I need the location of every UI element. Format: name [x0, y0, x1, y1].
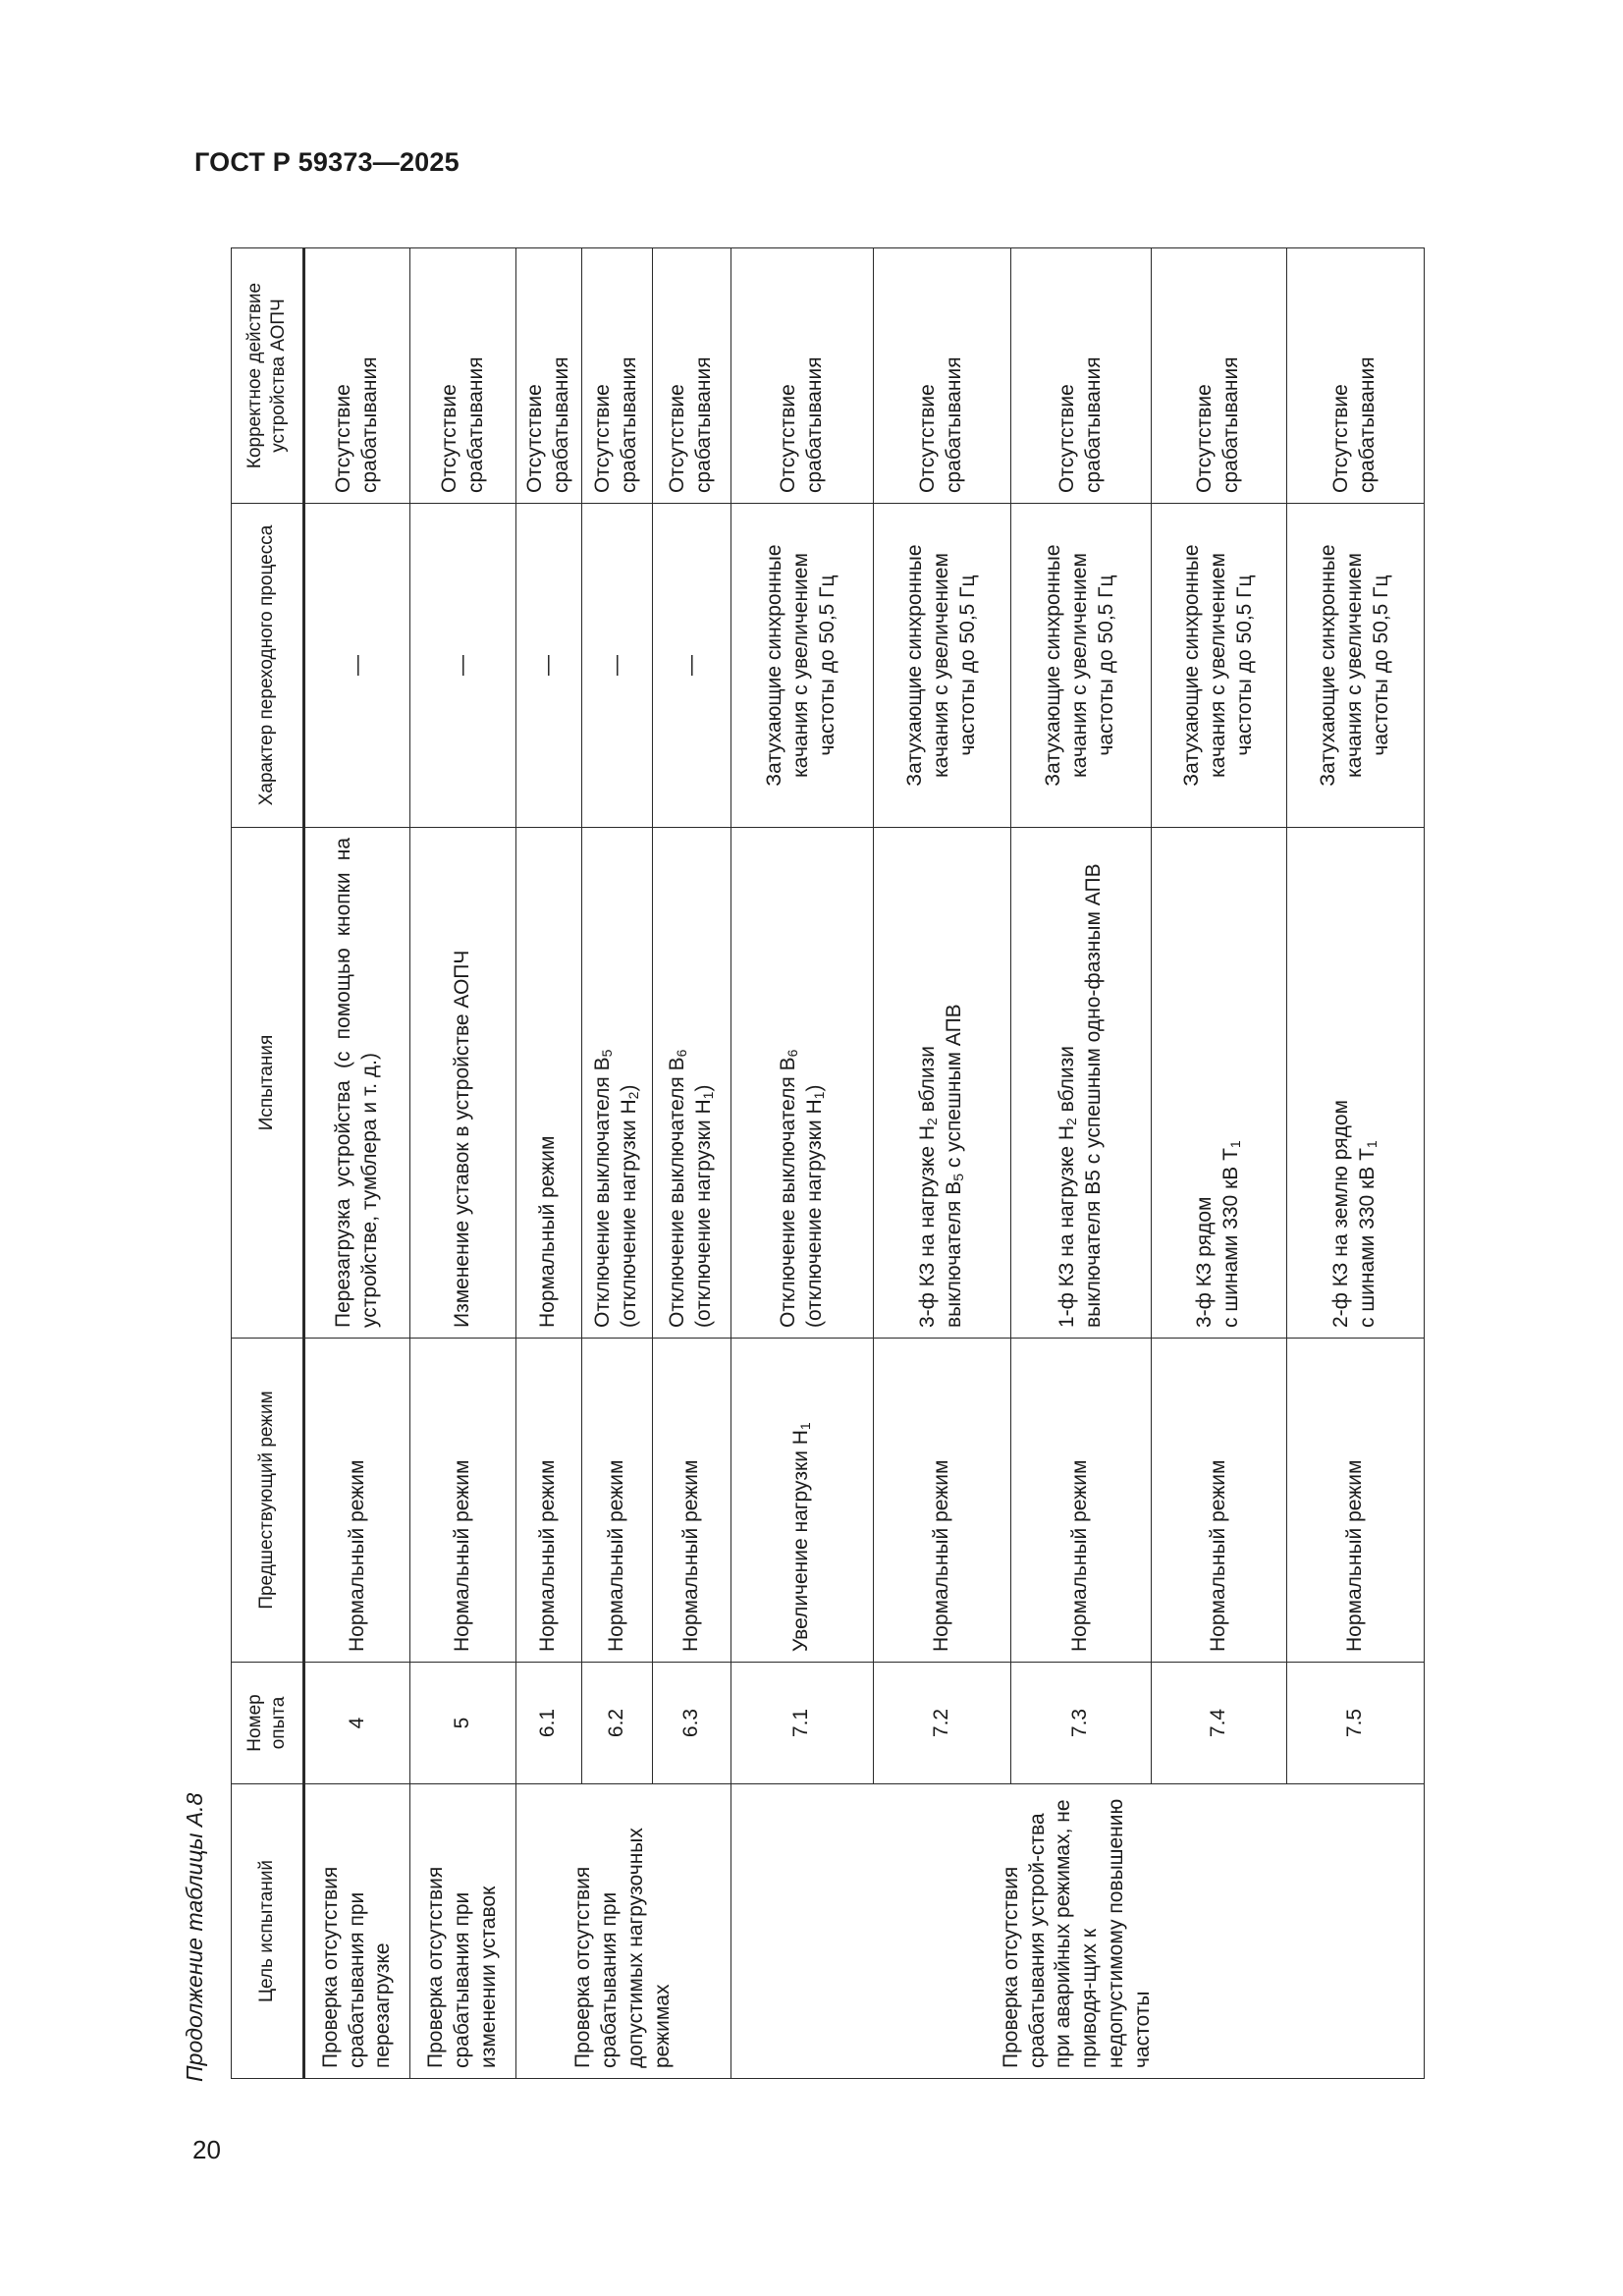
test-text: выключателя В5 с успешным одно-фазным АПВ: [1081, 863, 1105, 1328]
action-cell: Отсутствие срабатывания: [730, 248, 873, 504]
test-subscript: 2: [625, 1091, 642, 1100]
goal-cell: Проверка отсутствия срабатывания при перезагрузке: [304, 1784, 410, 2079]
goal-cell: Проверка отсутствия срабатывания устрой-ства при аварийных режимах, не приводя-щих к недопустимому повышению частоты: [730, 1784, 1424, 2079]
prev-mode-cell: Нормальный режим: [1010, 1339, 1151, 1663]
test-text: Отключение выключателя В: [776, 1057, 799, 1328]
test-text: вблизи: [1055, 1045, 1078, 1119]
test-text: с шинами 330 кВ Т: [1219, 1148, 1243, 1328]
test-cell: [1286, 828, 1424, 1339]
test-text: 2-ф КЗ на землю рядом: [1329, 1100, 1353, 1328]
transient-cell: Затухающие синхронные качания с увеличением частоты до 50,5 Гц: [1286, 504, 1424, 828]
action-cell: Отсутствие срабатывания: [581, 248, 652, 504]
transient-cell: Затухающие синхронные качания с увеличением частоты до 50,5 Гц: [873, 504, 1010, 828]
test-subscript: 5: [950, 1173, 967, 1181]
test-subscript: 2: [1062, 1118, 1079, 1125]
rotated-table-area: [182, 246, 1392, 2082]
prev-mode-subscript: 1: [797, 1422, 814, 1431]
col-header-prev-mode: Предшествующий режим: [232, 1339, 304, 1663]
table-row: [304, 248, 410, 2079]
action-cell: Отсутствие срабатывания: [516, 248, 582, 504]
table-header-row: [232, 248, 304, 2079]
row-number: 7.3: [1010, 1663, 1151, 1784]
test-subscript: 5: [599, 1049, 616, 1058]
test-text: (отключение нагрузки Н: [692, 1099, 716, 1328]
goal-cell: Проверка отсутствия срабатывания при допустимых нагрузочных режимах: [516, 1784, 731, 2079]
row-number: 6.2: [581, 1663, 652, 1784]
action-cell: Отсутствие срабатывания: [1010, 248, 1151, 504]
table-row: [516, 248, 582, 2079]
action-cell: Отсутствие срабатывания: [304, 248, 410, 504]
test-cell: [1010, 828, 1151, 1339]
test-text: ): [692, 1084, 716, 1092]
test-subscript: 2: [924, 1118, 941, 1125]
test-text: ): [618, 1084, 641, 1092]
row-number: 7.4: [1151, 1663, 1286, 1784]
row-number: 5: [410, 1663, 516, 1784]
transient-cell: —: [304, 504, 410, 828]
action-cell: Отсутствие срабатывания: [410, 248, 516, 504]
test-text: (отключение нагрузки Н: [802, 1099, 826, 1328]
row-number: 7.5: [1286, 1663, 1424, 1784]
table-row: [410, 248, 516, 2079]
prev-mode-cell: [730, 1339, 873, 1663]
action-cell: Отсутствие срабатывания: [1286, 248, 1424, 504]
prev-mode-cell: Нормальный режим: [516, 1339, 582, 1663]
transient-cell: —: [581, 504, 652, 828]
prev-mode-cell: Нормальный режим: [304, 1339, 410, 1663]
col-header-number: Номер опыта: [232, 1663, 304, 1784]
test-text: выключателя В: [943, 1180, 966, 1328]
transient-cell: Затухающие синхронные качания с увеличением частоты до 50,5 Гц: [1010, 504, 1151, 828]
test-table: [231, 247, 1425, 2079]
transient-cell: Затухающие синхронные качания с увеличением частоты до 50,5 Гц: [1151, 504, 1286, 828]
test-cell: Нормальный режим: [516, 828, 582, 1339]
row-number: 4: [304, 1663, 410, 1784]
test-text: 1-ф КЗ на нагрузке Н: [1055, 1124, 1078, 1328]
goal-cell: Проверка отсутствия срабатывания при изменении уставок: [410, 1784, 516, 2079]
row-number: 6.3: [652, 1663, 730, 1784]
standard-header: ГОСТ Р 59373—2025: [194, 147, 460, 177]
test-cell: Перезагрузка устройства (с помощью кнопки на устройстве, тумблера и т. д.): [304, 828, 410, 1339]
test-text: с шинами 330 кВ Т: [1356, 1148, 1380, 1328]
col-header-tests: Испытания: [232, 828, 304, 1339]
test-text: Отключение выключателя В: [666, 1057, 689, 1328]
test-subscript: 1: [700, 1091, 717, 1100]
test-text: вблизи: [916, 1045, 940, 1119]
transient-cell: Затухающие синхронные качания с увеличением частоты до 50,5 Гц: [730, 504, 873, 828]
test-text: (отключение нагрузки Н: [618, 1099, 641, 1328]
test-cell: [1151, 828, 1286, 1339]
transient-cell: —: [516, 504, 582, 828]
prev-mode-cell: Нормальный режим: [652, 1339, 730, 1663]
row-number: 6.1: [516, 1663, 582, 1784]
test-cell: [652, 828, 730, 1339]
prev-mode-cell: Нормальный режим: [1151, 1339, 1286, 1663]
prev-mode-cell: Нормальный режим: [873, 1339, 1010, 1663]
action-cell: Отсутствие срабатывания: [873, 248, 1010, 504]
row-number: 7.1: [730, 1663, 873, 1784]
test-cell: [581, 828, 652, 1339]
test-subscript: 1: [1227, 1140, 1244, 1149]
transient-cell: —: [410, 504, 516, 828]
transient-cell: —: [652, 504, 730, 828]
col-header-action: Корректное действие устройства АОПЧ: [232, 248, 304, 504]
prev-mode-cell: Нормальный режим: [1286, 1339, 1424, 1663]
test-subscript: 6: [784, 1049, 800, 1058]
test-subscript: 1: [1364, 1140, 1380, 1149]
table-caption: Продолжение таблицы А.8: [182, 1792, 207, 2082]
test-cell: [730, 828, 873, 1339]
action-cell: Отсутствие срабатывания: [1151, 248, 1286, 504]
test-text: ): [802, 1084, 826, 1092]
prev-mode-cell: Нормальный режим: [581, 1339, 652, 1663]
prev-mode-text: Увеличение нагрузки Н: [789, 1430, 813, 1652]
test-subscript: 1: [810, 1091, 827, 1100]
test-text: 3-ф КЗ рядом: [1193, 1196, 1217, 1328]
table-row: [730, 248, 873, 2079]
prev-mode-cell: Нормальный режим: [410, 1339, 516, 1663]
col-header-transient: Характер переходного процесса: [232, 504, 304, 828]
test-text: Отключение выключателя В: [591, 1057, 615, 1328]
test-cell: Изменение уставок в устройстве АОПЧ: [410, 828, 516, 1339]
page-number: 20: [192, 2135, 221, 2164]
test-text: 3-ф КЗ на нагрузке Н: [916, 1124, 940, 1328]
col-header-goal: Цель испытаний: [232, 1784, 304, 2079]
test-text: с успешным АПВ: [943, 1004, 966, 1174]
test-subscript: 6: [674, 1049, 690, 1058]
row-number: 7.2: [873, 1663, 1010, 1784]
action-cell: Отсутствие срабатывания: [652, 248, 730, 504]
test-cell: [873, 828, 1010, 1339]
